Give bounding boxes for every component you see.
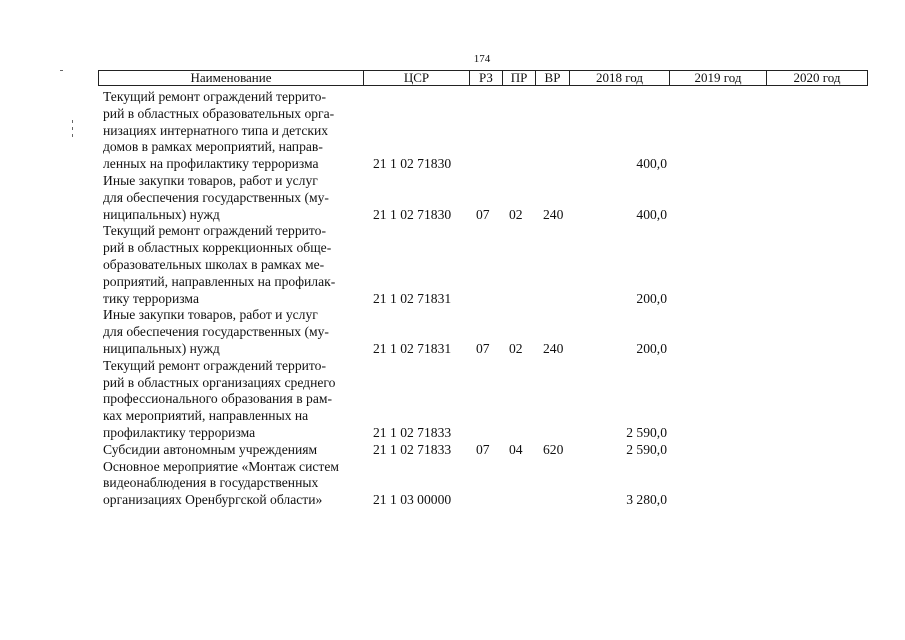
row-name-line: ниципальных) нужд xyxy=(103,206,220,222)
cell-vr: 240 xyxy=(543,206,564,222)
row-name-line: низациях интернатного типа и детских xyxy=(103,122,329,138)
cell-csr: 21 1 02 71830 xyxy=(373,156,452,172)
row-name-line: для обеспечения государственных (му- xyxy=(103,324,329,340)
scan-speck xyxy=(60,70,63,71)
table-row xyxy=(103,459,873,509)
header-2018: 2018 год xyxy=(570,71,670,85)
header-pr: ПР xyxy=(503,71,536,85)
table-header xyxy=(98,70,868,86)
header-2019: 2019 год xyxy=(670,71,767,85)
cell-2018: 400,0 xyxy=(636,206,667,222)
cell-pr: 02 xyxy=(509,340,523,356)
header-name: Наименование xyxy=(99,71,364,85)
cell-csr: 21 1 02 71831 xyxy=(373,290,452,306)
cell-rz: 07 xyxy=(476,340,490,356)
row-name-line: тику терроризма xyxy=(103,290,199,306)
row-name-line: домов в рамках мероприятий, направ- xyxy=(103,139,323,155)
cell-2018: 3 280,0 xyxy=(626,492,667,508)
row-name-line: профессионального образования в рам- xyxy=(103,391,332,407)
cell-vr: 620 xyxy=(543,441,564,457)
cell-pr: 04 xyxy=(509,441,523,457)
row-name-line: Текущий ремонт ограждений террито- xyxy=(103,223,326,239)
header-csr: ЦСР xyxy=(364,71,470,85)
row-name-line: рий в областных организациях среднего xyxy=(103,374,336,390)
cell-2018: 2 590,0 xyxy=(626,424,667,440)
cell-rz: 07 xyxy=(476,441,490,457)
cell-vr: 240 xyxy=(543,340,564,356)
cell-csr: 21 1 02 71830 xyxy=(373,206,452,222)
cell-2018: 200,0 xyxy=(636,290,667,306)
row-name-line: Иные закупки товаров, работ и услуг xyxy=(103,307,318,323)
table-row xyxy=(103,307,873,357)
table-body xyxy=(103,89,873,509)
scan-speck xyxy=(72,134,73,137)
table-row xyxy=(103,358,873,442)
cell-pr: 02 xyxy=(509,206,523,222)
row-name-line: для обеспечения государственных (му- xyxy=(103,189,329,205)
page-number: 174 xyxy=(473,53,491,65)
cell-csr: 21 1 02 71831 xyxy=(373,340,452,356)
table-row xyxy=(103,89,873,173)
row-name-line: Иные закупки товаров, работ и услуг xyxy=(103,172,318,188)
scan-speck xyxy=(72,120,73,123)
scan-speck xyxy=(72,127,73,130)
cell-2018: 200,0 xyxy=(636,340,667,356)
cell-csr: 21 1 03 00000 xyxy=(373,492,452,508)
row-name-line: рий в областных образовательных орга- xyxy=(103,105,335,121)
cell-csr: 21 1 02 71833 xyxy=(373,441,452,457)
row-name-line: ленных на профилактику терроризма xyxy=(103,156,319,172)
row-name-line: Субсидии автономным учреждениям xyxy=(103,441,318,457)
row-name-line: ках мероприятий, направленных на xyxy=(103,408,309,424)
header-vr: ВР xyxy=(536,71,570,85)
row-name-line: роприятий, направленных на профилак- xyxy=(103,273,336,289)
cell-rz: 07 xyxy=(476,206,490,222)
row-name-line: Текущий ремонт ограждений террито- xyxy=(103,89,326,104)
header-2020: 2020 год xyxy=(793,70,841,85)
cell-2018: 2 590,0 xyxy=(626,441,667,457)
table-row xyxy=(103,442,873,459)
table-row xyxy=(103,173,873,223)
cell-2018: 400,0 xyxy=(636,156,667,172)
row-name-line: Основное мероприятие «Монтаж систем xyxy=(103,458,339,474)
row-name-line: профилактику терроризма xyxy=(103,424,256,440)
header-rz: РЗ xyxy=(470,71,503,85)
row-name-line: организациях Оренбургской области» xyxy=(103,492,323,508)
row-name-line: Текущий ремонт ограждений террито- xyxy=(103,357,326,373)
table-row xyxy=(103,223,873,307)
row-name-line: рий в областных коррекционных обще- xyxy=(103,240,332,256)
cell-csr: 21 1 02 71833 xyxy=(373,424,452,440)
row-name-line: видеонаблюдения в государственных xyxy=(103,475,319,491)
row-name-line: ниципальных) нужд xyxy=(103,340,220,356)
row-name-line: образовательных школах в рамках ме- xyxy=(103,256,325,272)
